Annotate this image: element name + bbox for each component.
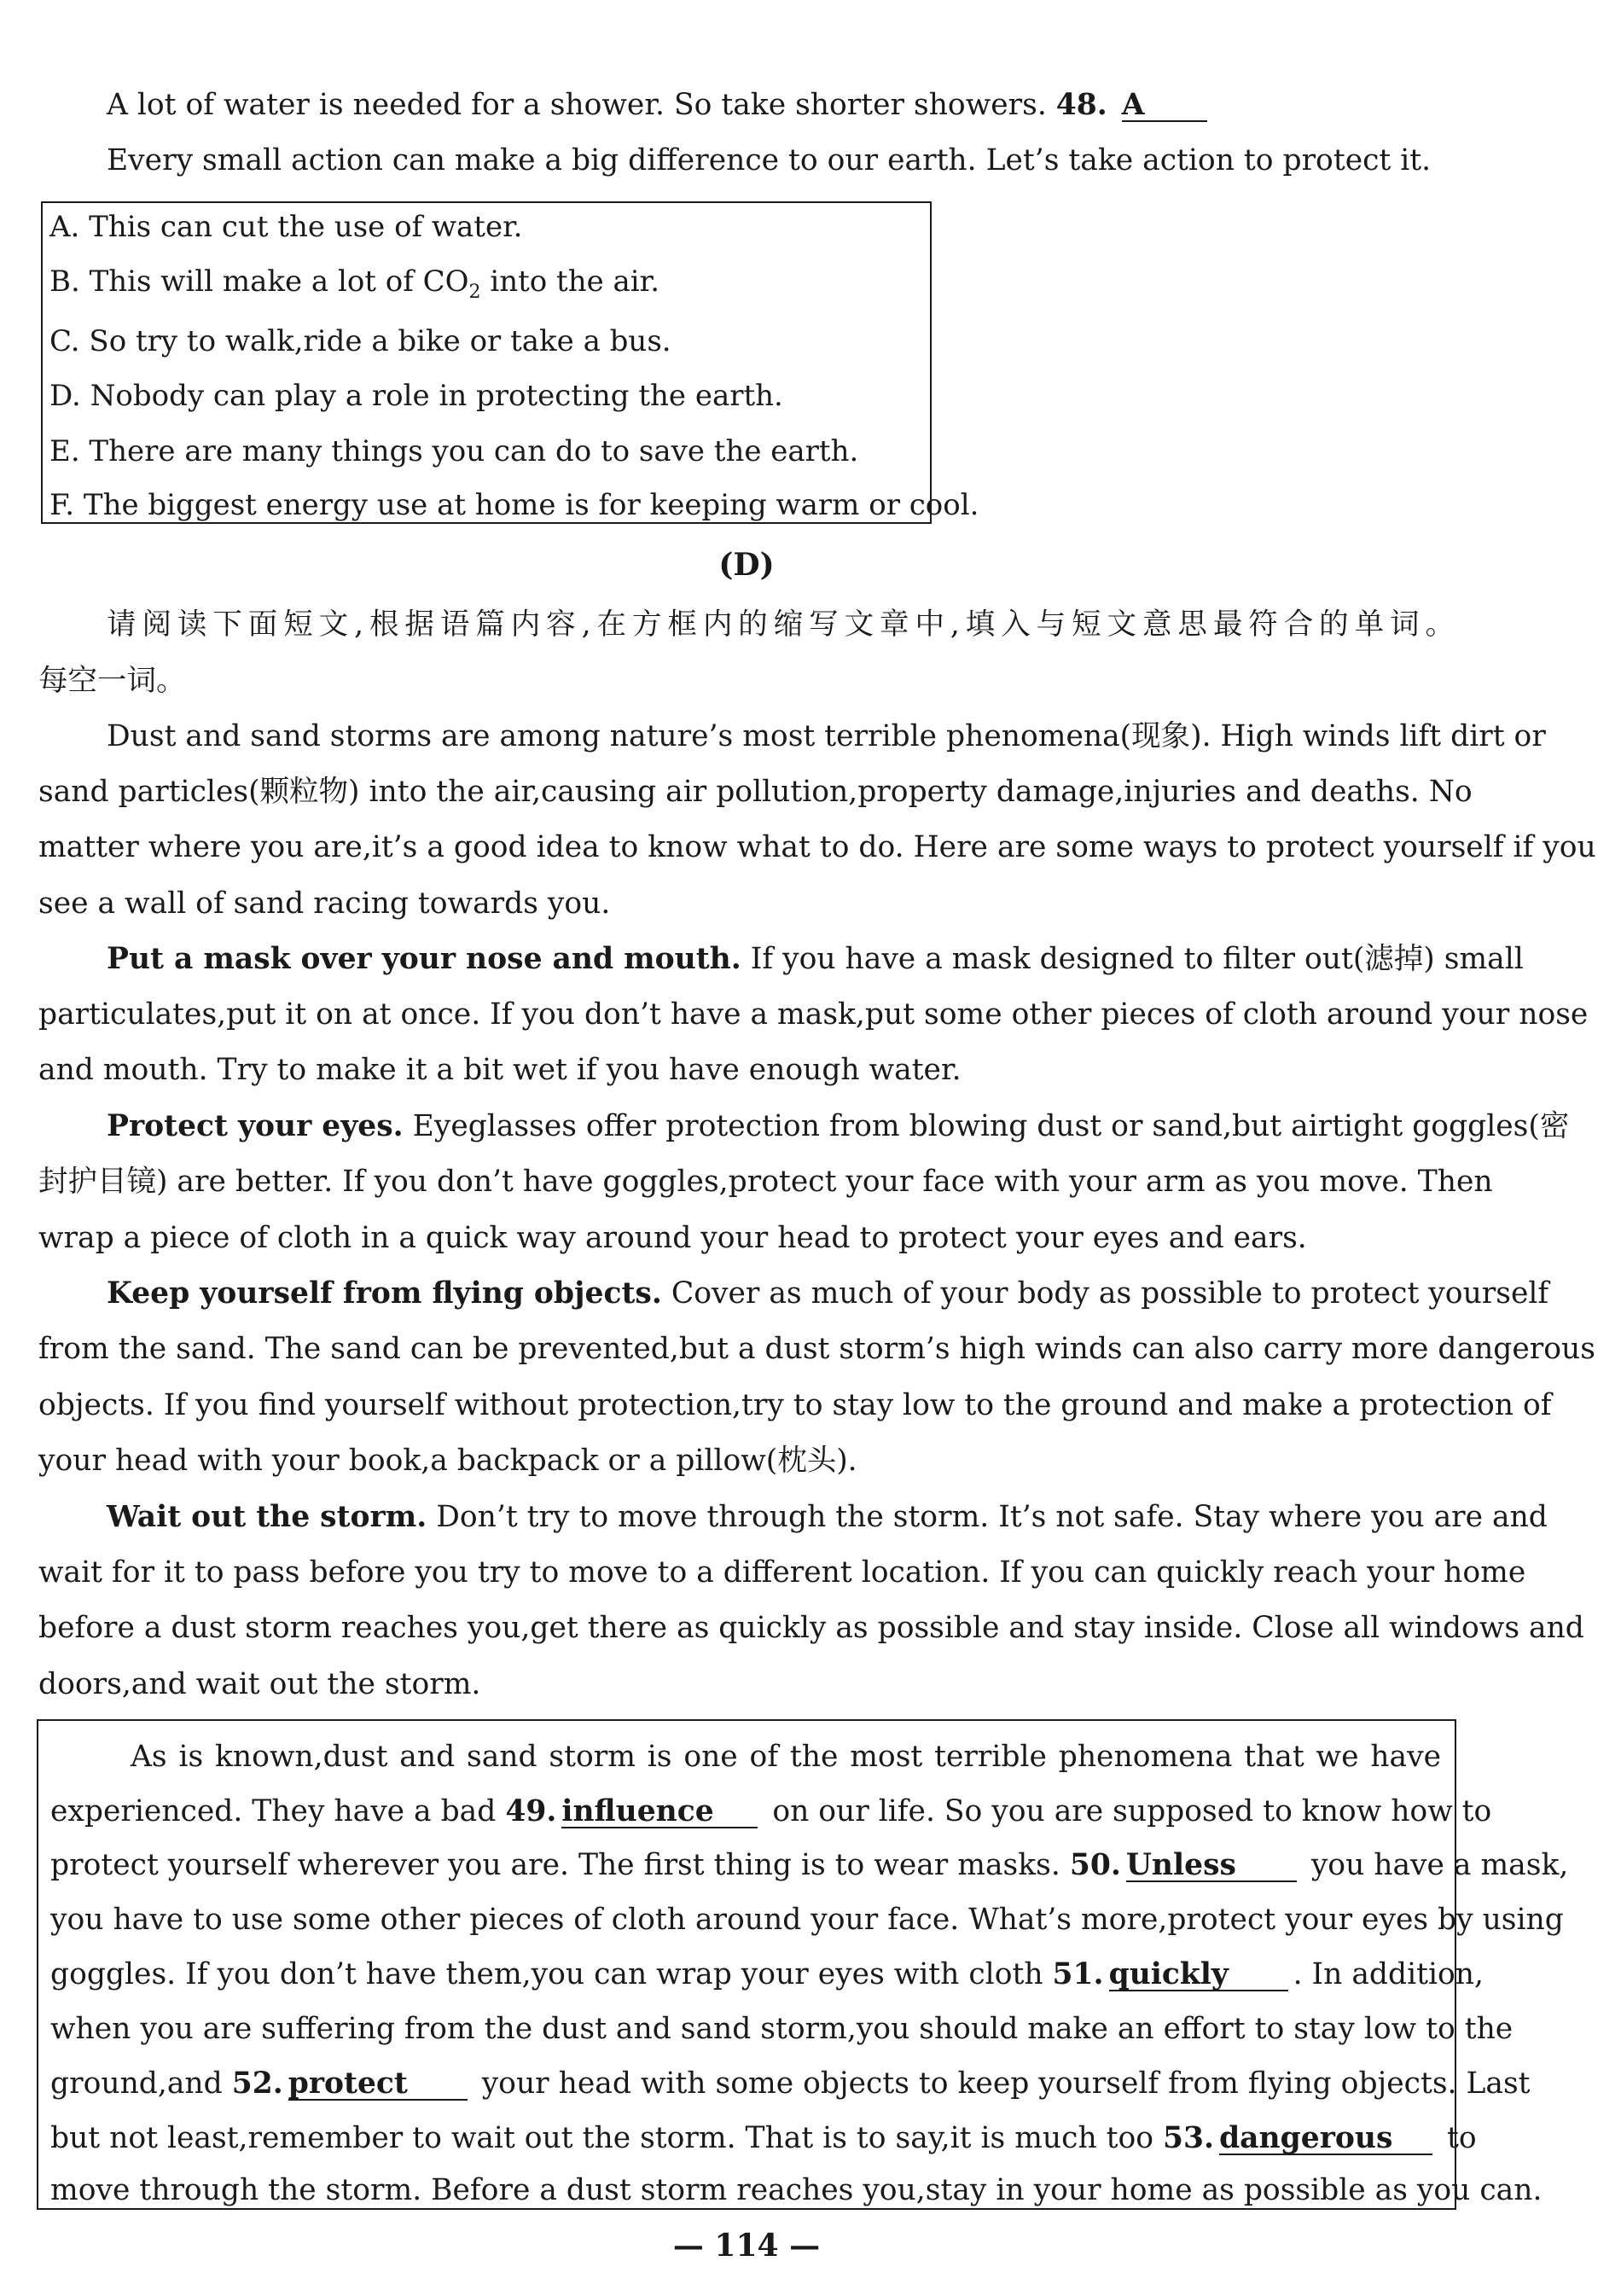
answer-52: protect — [288, 2068, 468, 2101]
summary-line-8 — [50, 2119, 1477, 2157]
question-number-51: 51. — [1052, 1957, 1104, 1991]
p2-heading: Put a mask over your nose and mouth. — [107, 942, 741, 976]
passage-p5-line-2: wait for it to pass before you try to move to a different location. If you can quickly reach your home — [38, 1555, 1526, 1590]
option-d: D. Nobody can play a role in protecting the earth. — [49, 379, 783, 413]
passage-p2-line-1 — [107, 940, 1524, 978]
p3-first: Eyeglasses offer protection from blowing dust or sand,but airtight goggles(密 — [403, 1109, 1570, 1143]
passage-p1-line-4: see a wall of sand racing towards you. — [38, 886, 611, 921]
summary-text: protect yourself wherever you are. The first thing is to wear masks. — [50, 1848, 1060, 1882]
summary-text: on our life. So you are supposed to know how to — [772, 1794, 1492, 1828]
summary-line-2 — [50, 1793, 1492, 1830]
summary-text: . In addition, — [1293, 1957, 1484, 1991]
answer-53: dangerous — [1219, 2123, 1432, 2155]
option-f: F. The biggest energy use at home is for keeping warm or cool. — [49, 488, 979, 522]
answer-51: quickly — [1109, 1959, 1288, 1991]
passage-p4-line-3: objects. If you find yourself without protection,try to stay low to the ground and make a protection of — [38, 1388, 1552, 1422]
question-number-50: 50. — [1069, 1848, 1121, 1882]
passage-p1-line-1: Dust and sand storms are among nature’s most terrible phenomena(现象). High winds lift dirt or — [107, 719, 1546, 753]
option-c: C. So try to walk,ride a bike or take a bus. — [49, 324, 671, 358]
summary-line-9: move through the storm. Before a dust storm reaches you,stay in your home as possible as you can. — [50, 2173, 1543, 2207]
summary-line-7 — [50, 2065, 1531, 2102]
question-48-line — [107, 86, 1455, 124]
passage-p1-line-2: sand particles(颗粒物) into the air,causing air pollution,property damage,injuries and deaths. No — [38, 775, 1473, 809]
instructions-line-1: 请阅读下面短文,根据语篇内容,在方框内的缩写文章中,填入与短文意思最符合的单词。 — [107, 607, 1455, 642]
passage-p1-line-3: matter where you are,it’s a good idea to know what to do. Here are some ways to protect yourself if you — [38, 830, 1596, 864]
passage-p3-line-2: 封护目镜) are better. If you don’t have goggles,protect your face with your arm as you move. Then — [38, 1165, 1493, 1199]
summary-line-4: you have to use some other pieces of cloth around your face. What’s more,protect your eyes by using — [50, 1903, 1564, 1937]
passage-p2-line-2: particulates,put it on at once. If you don’t have a mask,put some other pieces of cloth around your nose — [38, 997, 1589, 1032]
option-b-subscript: 2 — [468, 281, 481, 303]
summary-line-6: when you are suffering from the dust and sand storm,you should make an effort to stay low to the — [50, 2012, 1514, 2046]
question-number-48: 48. — [1055, 88, 1107, 122]
question-number-52: 52. — [231, 2066, 283, 2101]
summary-text: your head with some objects to keep yourself from flying objects. Last — [481, 2066, 1531, 2101]
option-b-tail: into the air. — [480, 264, 660, 299]
summary-text: ground,and — [50, 2066, 223, 2101]
summary-line-3 — [50, 1846, 1569, 1884]
instructions-line-2: 每空一词。 — [38, 664, 186, 698]
answer-48: A — [1122, 90, 1207, 122]
option-b-text: B. This will make a lot of CO — [49, 264, 469, 299]
section-heading: (D) — [718, 547, 775, 583]
p5-first: Don’t try to move through the storm. It’s not safe. Stay where you are and — [427, 1500, 1548, 1534]
passage-p5-line-4: doors,and wait out the storm. — [38, 1667, 481, 1701]
p5-heading: Wait out the storm. — [107, 1500, 427, 1534]
summary-line-5 — [50, 1956, 1484, 1993]
summary-text: but not least,remember to wait out the storm. That is to say,it is much too — [50, 2121, 1154, 2155]
p3-heading: Protect your eyes. — [107, 1109, 404, 1143]
page-number: — 114 — — [672, 2228, 821, 2264]
passage-p3-line-1 — [107, 1107, 1570, 1145]
passage-p4-line-2: from the sand. The sand can be prevented,but a dust storm’s high winds can also carry more dangerous — [38, 1332, 1595, 1366]
summary-text: experienced. They have a bad — [50, 1794, 497, 1828]
options-box — [41, 201, 979, 524]
passage-p4-line-1 — [107, 1275, 1549, 1312]
p4-first: Cover as much of your body as possible to protect yourself — [661, 1276, 1549, 1311]
question-number-53: 53. — [1163, 2121, 1215, 2155]
summary-text: you have a mask, — [1310, 1848, 1569, 1882]
option-a: A. This can cut the use of water. — [49, 210, 523, 244]
passage-p2-line-3: and mouth. Try to make it a bit wet if you have enough water. — [38, 1053, 962, 1087]
p2-first: If you have a mask designed to filter out(滤掉) small — [741, 942, 1524, 976]
passage-p4-line-4: your head with your book,a backpack or a pillow(枕头). — [38, 1444, 857, 1478]
closing-line: Every small action can make a big difference to our earth. Let’s take action to protect it. — [107, 143, 1432, 177]
summary-box — [37, 1719, 1569, 2210]
question-number-49: 49. — [505, 1794, 557, 1828]
summary-text: to — [1447, 2121, 1477, 2155]
option-b — [49, 263, 659, 311]
option-e: E. There are many things you can do to save the earth. — [49, 434, 859, 468]
answer-50: Unless — [1126, 1850, 1297, 1882]
passage-p5-line-1 — [107, 1498, 1548, 1536]
passage-p5-line-3: before a dust storm reaches you,get there as quickly as possible and stay inside. Close all windows and — [38, 1611, 1584, 1645]
line-text: A lot of water is needed for a shower. So take shorter showers. — [107, 88, 1047, 122]
passage-p3-line-3: wrap a piece of cloth in a quick way around your head to protect your eyes and ears. — [38, 1221, 1307, 1255]
summary-text: goggles. If you don’t have them,you can wrap your eyes with cloth — [50, 1957, 1043, 1991]
p4-heading: Keep yourself from flying objects. — [107, 1276, 662, 1311]
answer-49: influence — [561, 1796, 758, 1828]
summary-line-1: As is known,dust and sand storm is one of the most terrible phenomena that we have — [131, 1740, 1441, 1774]
